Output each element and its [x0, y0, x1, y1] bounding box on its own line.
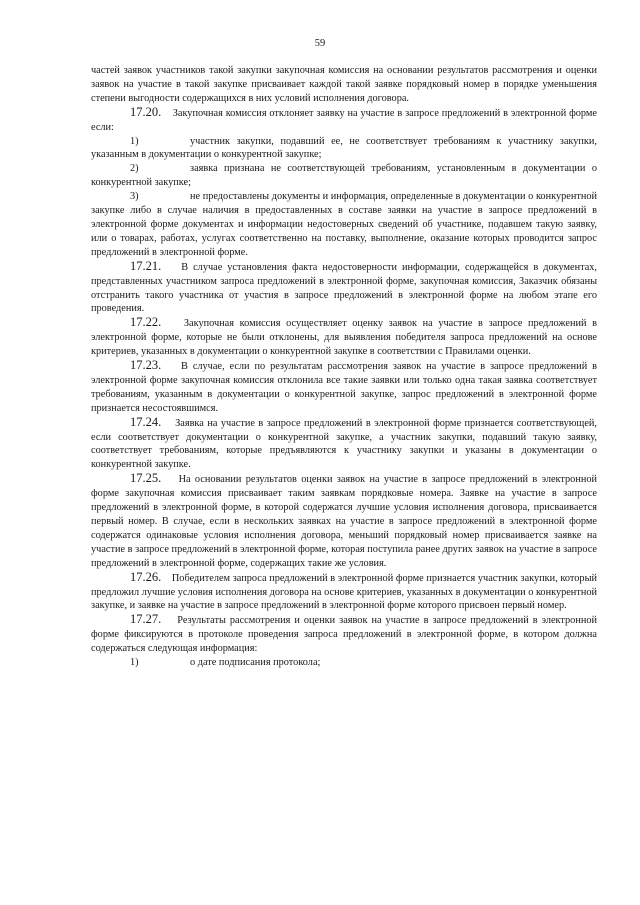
section-number: 17.23. — [130, 358, 162, 373]
section-number: 17.25. — [130, 471, 162, 486]
section-17-24 — [91, 416, 597, 473]
section-number: 17.21. — [130, 258, 162, 273]
list-item — [91, 656, 597, 670]
section-text: Закупочная комиссия осуществляет оценку заявок на участие в запросе предложений в электронной форме, которые не были отклонены, для выявления победителя запроса предложений на основе критериев, указанных в документации о конкурентной закупке в соответствии с Правилами оценки. — [91, 318, 598, 358]
section-17-23 — [91, 359, 597, 416]
section-text: Закупочная комиссия отклоняет заявку на участие в запросе предложений в электронной форме если: — [91, 107, 597, 133]
item-text: участник закупки, подавший ее, не соответствует требованиям к участнику закупки, указанным в документации о конкурентной закупке; — [91, 135, 597, 161]
section-number: 17.24. — [130, 414, 162, 429]
section-number: 17.20. — [130, 104, 162, 119]
section-17-20 — [91, 106, 597, 135]
section-text: На основании результатов оценки заявок на участие в запросе предложений в электронной форме закупочная комиссия присваивает таким заявкам порядковые номера. Заявке на участие в запросе предложений в электронной форме, в которой содержатся лучшие условия исполнения договора, присваивается первый номер. В случае, если в нескольких заявках на участие в запросе предложений в электронной форме содержатся одинаковые условия исполнения договора, меньший порядковый номер присваивается заявке на участие в запросе предложений в электронной форме, которая поступила ранее других заявок на участие в запросе предложений в электронной форме, содержащих такие же условия. — [91, 474, 597, 569]
page-number: 59 — [314, 38, 326, 49]
item-text: о дате подписания протокола; — [190, 657, 321, 669]
section-text: В случае установления факта недостоверности информации, содержащейся в документах, представленных участником запроса предложений в электронной форме, закупочная комиссия, Заказчик обязаны отстранить такого участника от участия в запросе предложений в электронной форме на любом этапе его проведения. — [91, 261, 597, 315]
item-text: заявка признана не соответствующей требованиям, установленным в документации о конкурентной закупке; — [91, 163, 597, 189]
item-text: не предоставлены документы и информация, определенные в документации о конкурентной закупке либо в случае наличия в предоставленных в составе заявки на участие в запросе предложений в электронной форме документах и информации недостоверных сведений об участнике, подавшем такую заявку, или о товарах, работах, услугах соответственно на поставку, выполнение, оказание которых проводится запрос предложений в электронной форме. — [91, 191, 597, 258]
section-text: Заявка на участие в запросе предложений в электронной форме признается соответствующей, если соответствует документации о конкурентной закупке, а участник закупки, подавший такую заявку, соответствует требованиям, которые предъявляются к участнику закупки и указаны в документации о конкурентной закупке. — [91, 417, 597, 471]
list-item — [91, 135, 597, 163]
section-number: 17.27. — [130, 612, 162, 627]
section-17-26 — [91, 571, 597, 614]
item-number: 3) — [130, 191, 139, 203]
list-item — [91, 190, 597, 260]
item-number: 2) — [130, 163, 139, 175]
section-text: В случае, если по результатам рассмотрения заявок на участие в запросе предложений в электронной форме закупочная комиссия отклонила все такие заявки или только одна такая заявка соответствует требованиям, указанным в документации о конкурентной закупке, запрос предложений в электронной форме признается несостоявшимся. — [91, 361, 598, 414]
section-text: Результаты рассмотрения и оценки заявок на участие в запросе предложений в электронной форме фиксируются в протоколе проведения запроса предложений в электронной форме, в котором должна содержаться следующая информация: — [91, 615, 598, 655]
intro-paragraph: частей заявок участников такой закупки закупочная комиссия на основании результатов рассмотрения и оценки заявок на участие в такой закупке присваивает каждой такой заявке порядковый номер в порядке уменьшения степени выгодности содержащихся в них условий исполнения договора. — [91, 65, 597, 104]
item-number: 1) — [130, 657, 139, 669]
list-item — [91, 162, 597, 190]
section-17-22 — [91, 316, 597, 359]
document-body — [91, 64, 597, 670]
section-number: 17.22. — [130, 315, 162, 330]
item-number: 1) — [130, 135, 139, 147]
section-text: Победителем запроса предложений в электронной форме признается участник закупки, который предложил лучшие условия исполнения договора на основе критериев, указанных в документации о конкурентной закупке, и заявке на участие в запросе предложений в электронной форме которого присвоен первый номер. — [91, 572, 598, 612]
section-number: 17.26. — [130, 569, 162, 584]
section-17-21 — [91, 260, 597, 317]
section-17-25 — [91, 472, 597, 570]
section-17-27 — [91, 613, 597, 656]
